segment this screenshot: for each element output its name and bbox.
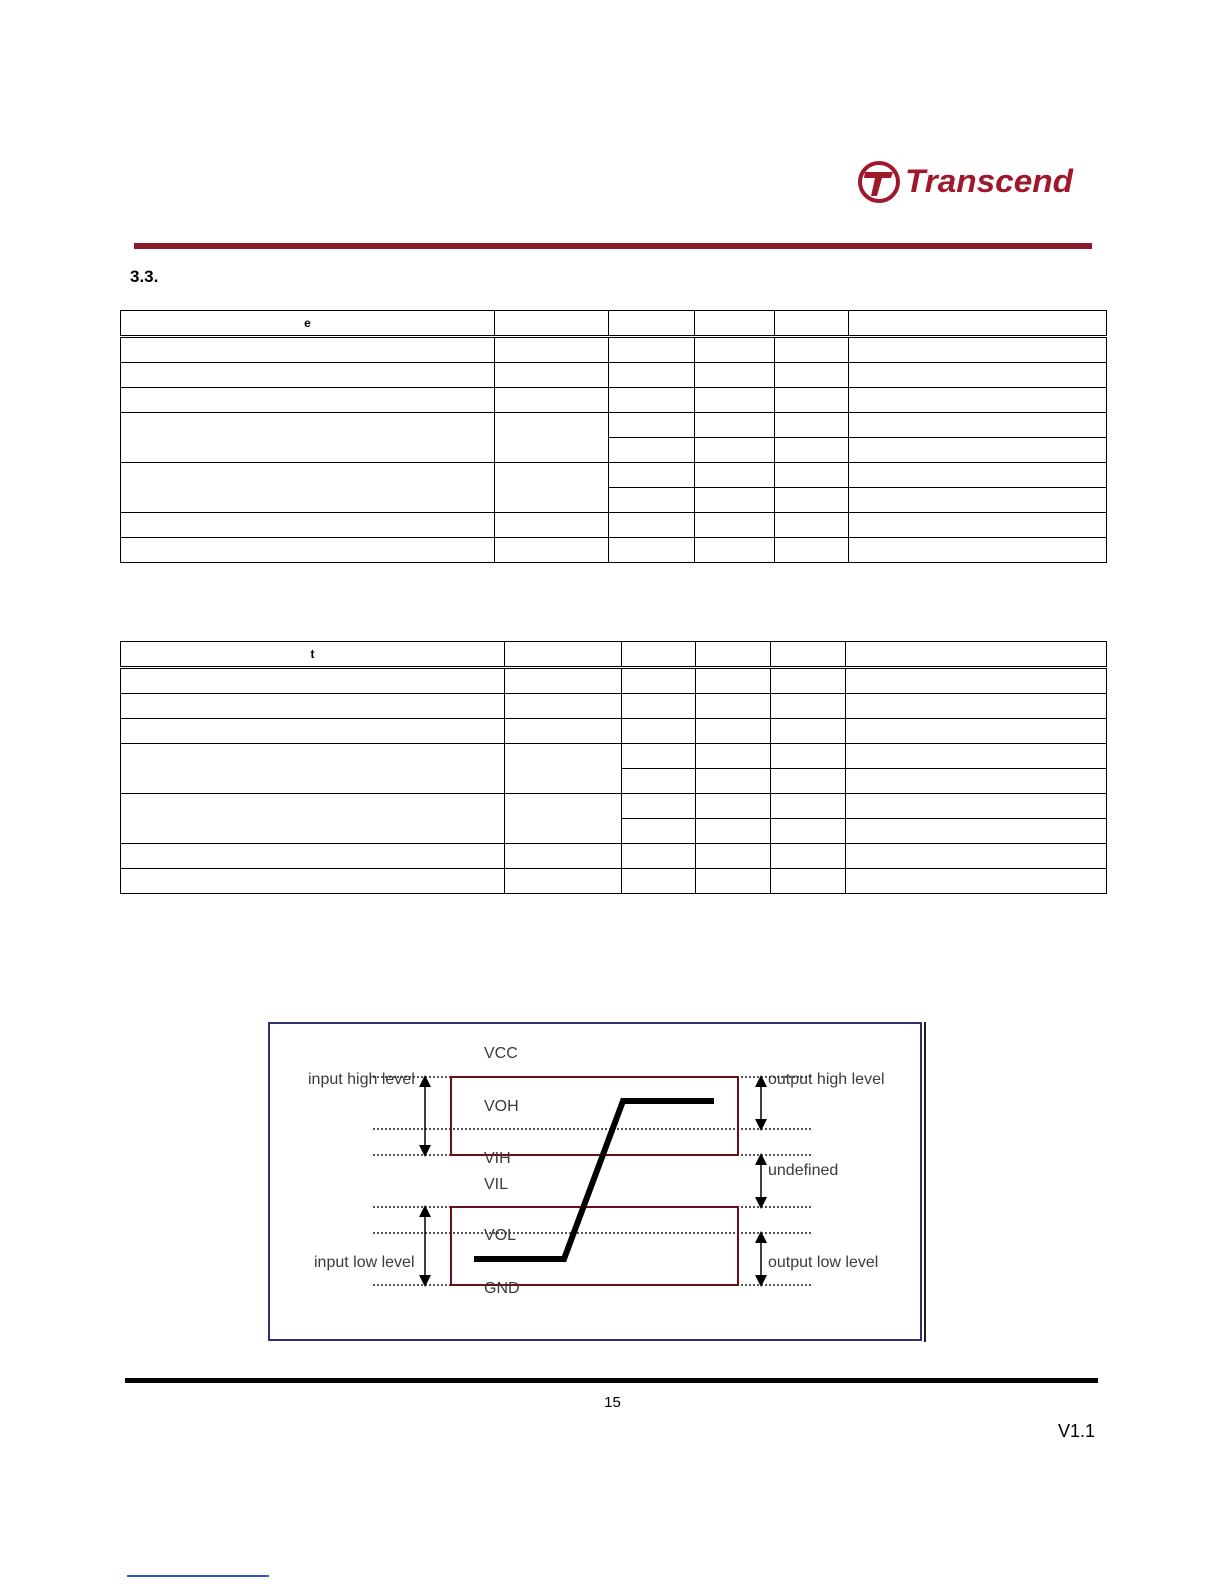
brand-name: Transcend — [905, 163, 1075, 199]
spec-table-2 — [120, 641, 1107, 894]
table-header-cell — [846, 642, 1107, 668]
table-header-cell — [696, 642, 771, 668]
input-low-label: input low level — [314, 1254, 415, 1271]
table-header-row — [121, 311, 1107, 337]
table-row — [121, 869, 1107, 894]
table-header-cell — [609, 311, 695, 337]
table-header-row — [121, 642, 1107, 668]
footer-link-underline[interactable] — [127, 1575, 269, 1577]
table-row — [121, 363, 1107, 388]
input-high-label: input high level — [308, 1071, 415, 1088]
table-header-cell — [775, 311, 849, 337]
table-header-cell — [495, 311, 609, 337]
table-row — [121, 794, 1107, 819]
undefined-label: undefined — [768, 1162, 839, 1179]
table-row — [121, 668, 1107, 694]
table-header-cell — [695, 311, 775, 337]
logic-level-diagram — [268, 1022, 928, 1342]
output-low-label: output low level — [768, 1254, 879, 1271]
vil-label: VIL — [484, 1176, 509, 1193]
output-high-label: output high level — [768, 1071, 885, 1088]
table-header-cell — [771, 642, 846, 668]
vol-label: VOL — [484, 1227, 517, 1244]
table-header-cell — [849, 311, 1107, 337]
gnd-label: GND — [484, 1280, 520, 1297]
table-row — [121, 388, 1107, 413]
table-row — [121, 413, 1107, 438]
table-row — [121, 513, 1107, 538]
spec-table-1 — [120, 310, 1107, 563]
header-rule — [134, 243, 1092, 249]
table-row — [121, 337, 1107, 363]
page-number: 15 — [604, 1394, 621, 1411]
table-header-cell — [622, 642, 696, 668]
transcend-logo — [857, 158, 1087, 208]
section-number: 3.3. — [130, 267, 159, 286]
footer-rule — [125, 1378, 1098, 1383]
vih-label: VIH — [484, 1150, 511, 1167]
table-header-cell: e — [121, 311, 495, 337]
vcc-label: VCC — [484, 1045, 518, 1062]
table-row — [121, 844, 1107, 869]
table-row — [121, 694, 1107, 719]
table-row — [121, 538, 1107, 563]
version-label: V1.1 — [1057, 1421, 1095, 1441]
table-row — [121, 463, 1107, 488]
table-row — [121, 719, 1107, 744]
table-header-cell: t — [121, 642, 505, 668]
voh-label: VOH — [484, 1098, 519, 1115]
table-header-cell — [505, 642, 622, 668]
table-row — [121, 744, 1107, 769]
